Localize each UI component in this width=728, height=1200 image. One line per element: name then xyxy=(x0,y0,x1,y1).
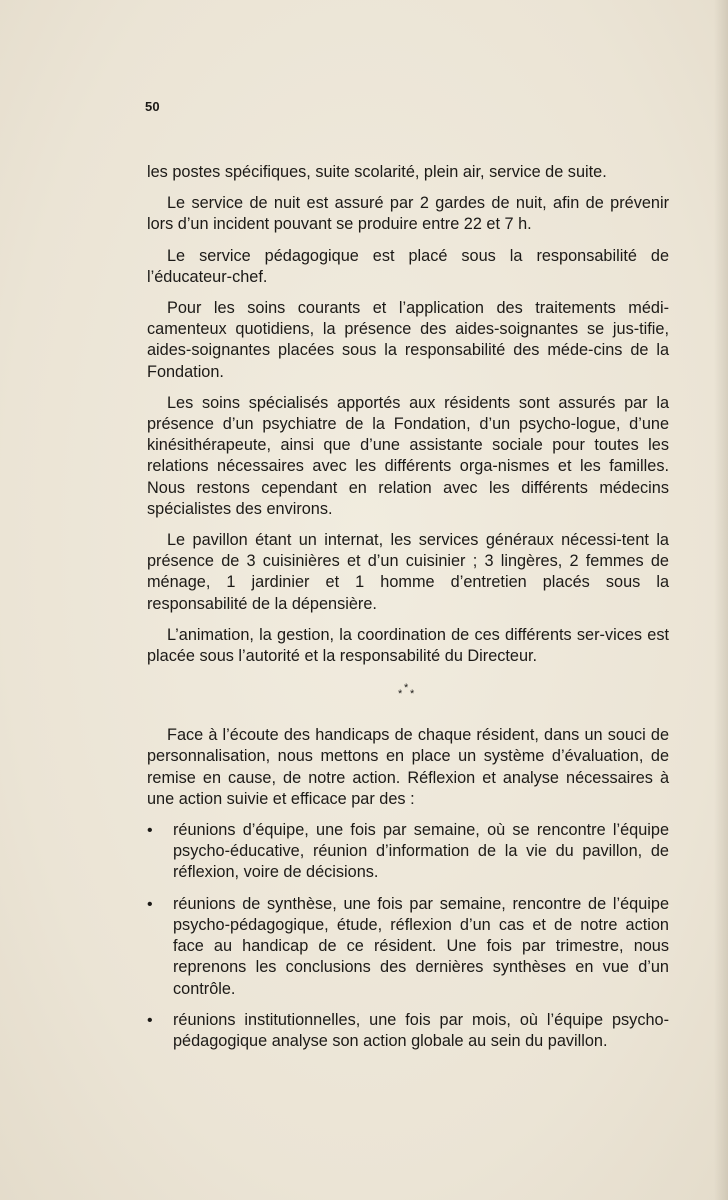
list-item-text: réunions de synthèse, une fois par semaine, rencontre de l’équipe psycho-pédagogique, étude, réflexion d’un cas et de notre action face au handicap de ce résident. Une fois par trimestre, nous reprenons les conclusions des dernières synthèses en vue d’un contrôle. xyxy=(173,894,669,998)
paragraph-continuation: les postes spécifiques, suite scolarité, plein air, service de suite. xyxy=(147,163,607,181)
paragraph-general-services: Le pavillon étant un internat, les services généraux nécessi-tent la présence de 3 cuisinières et d’un cuisinier ; 3 lingères, 2 femmes de ménage, 1 jardinier et 1 homme d’entretien placés sous la responsabilité de la dépensière. xyxy=(147,531,669,613)
list-item-text: réunions d’équipe, une fois par semaine, où se rencontre l’équipe psycho-éducative, réunion d’information de la vie du pavillon, de réflexion, voire de décisions. xyxy=(173,821,669,882)
paragraph-gap xyxy=(147,236,669,246)
paragraph-current-care: Pour les soins courants et l’application des traitements médi-camenteux quotidiens, la présence des aides-soignantes se jus-tifie, aides-soignantes placées sous la responsabilité des méde-cins de la Fondation. xyxy=(147,299,669,381)
paragraph-gap xyxy=(147,183,669,193)
star-glyph: * xyxy=(410,688,415,701)
page-edge-shadow xyxy=(714,0,728,1200)
paragraph-gap xyxy=(147,520,669,530)
paragraph-gap xyxy=(147,383,669,393)
star-glyph: * xyxy=(404,682,409,695)
list-item-team-meetings xyxy=(147,820,669,884)
list-item-institutional-meetings xyxy=(147,1010,669,1052)
body-text xyxy=(147,162,669,1052)
paragraph-specialized-care: Les soins spécialisés apportés aux résidents sont assurés par la présence d’un psychiatre de la Fondation, d’un psycho-logue, d’une kinésithérapeute, ainsi que d’une assistante sociale pour toutes les relations nécessaires avec les différents orga-nismes et les familles. Nous restons cependant en relation avec les différents médecins spécialistes des environs. xyxy=(147,393,669,518)
paragraph-gap xyxy=(147,884,669,894)
paragraph-gap xyxy=(147,288,669,298)
list-item-synthesis-meetings xyxy=(147,894,669,1000)
paragraph-gap xyxy=(147,615,669,625)
paragraph-night-service: Le service de nuit est assuré par 2 gardes de nuit, afin de prévenir lors d’un incident pouvant se produire entre 22 et 7 h. xyxy=(147,194,669,234)
paragraph-evaluation-intro: Face à l’écoute des handicaps de chaque résident, dans un souci de personnalisation, nous mettons en place un système d’évaluation, de remise en cause, de notre action. Réflexion et analyse nécessaires à une action suivie et efficace par des : xyxy=(147,726,669,808)
page-number: 50 xyxy=(145,99,160,114)
list-item-text: réunions institutionnelles, une fois par mois, où l’équipe psycho-pédagogique analyse son action globale au sein du pavillon. xyxy=(173,1010,669,1050)
paragraph-gap xyxy=(147,1000,669,1010)
paragraph-pedagogical-service: Le service pédagogique est placé sous la responsabilité de l’éducateur-chef. xyxy=(147,246,669,286)
star-glyph: * xyxy=(398,688,403,701)
paragraph-gap xyxy=(147,810,669,820)
section-separator xyxy=(147,667,669,725)
bullet-icon: • xyxy=(147,1011,153,1029)
bullet-icon: • xyxy=(147,895,153,913)
paragraph-animation: L’animation, la gestion, la coordination de ces différents ser-vices est placée sous l’autorité et la responsabilité du Directeur. xyxy=(147,625,669,666)
bullet-icon: • xyxy=(147,822,153,840)
